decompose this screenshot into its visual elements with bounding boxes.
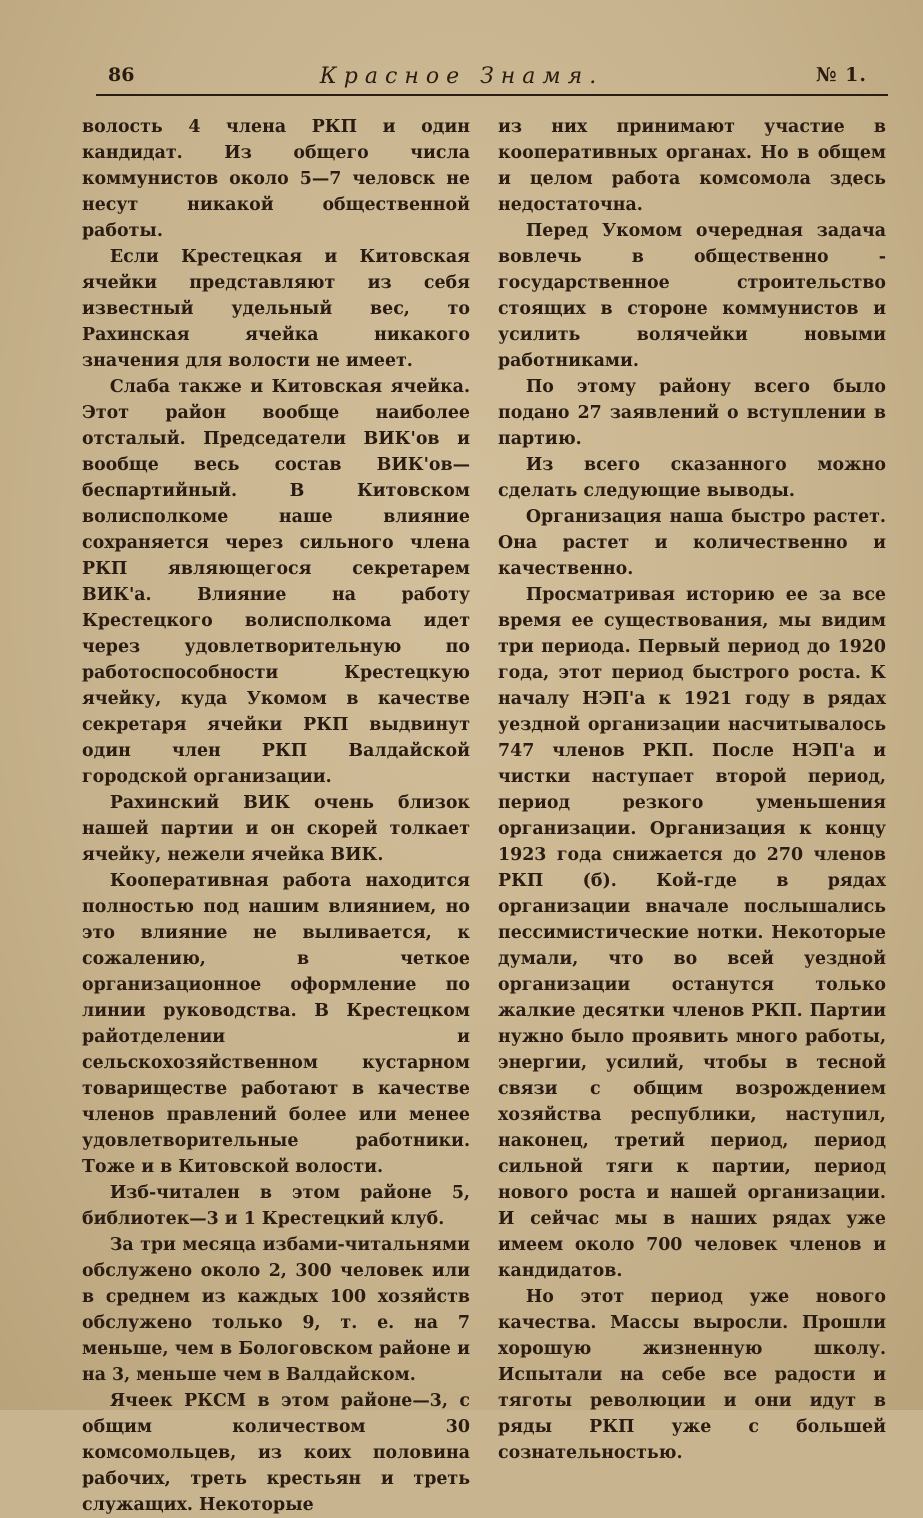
- paragraph: Кооперативная работа находится полностью под нашим влиянием, но это влияние не выливается, к сожалению, в четкое организационное оформление по линии руководства. В Крестецком райотделении и сельскохозяйственном кустарном товариществе работают в качестве членов правлений более или менее удовлетворительные работники. Тоже и в Китовской волости.: [82, 871, 470, 1177]
- paragraph: Организация наша быстро растет. Она растет и количественно и качественно.: [498, 507, 886, 579]
- newspaper-title: Красное Знамя.: [319, 64, 604, 89]
- paragraph: Просматривая историю ее за все время ее существования, мы видим три периода. Первый период до 1920 года, этот период быстрого роста. К началу НЭП'а к 1921 году в рядах уездной организации насчитывалось 747 членов РКП. После НЭП'а и чистки наступает второй период, период резкого уменьшения организации. Организация к концу 1923 года снижается до 270 членов РКП (б). Кой-где в рядах организации вначале послышались пессимистические нотки. Некоторые думали, что во всей уездной организации останутся только жалкие десятки членов РКП. Партии нужно было проявить много работы, энергии, усилий, чтобы в тесной связи с общим возрождением хозяйства республики, наступил, наконец, третий период, период сильной тяги к партии, период нового роста и нашей организации. И сейчас мы в наших рядах уже имеем около 700 человек членов и кандидатов.: [498, 585, 886, 1281]
- paragraph: Ячеек РКСМ в этом районе—3, с общим количеством 30 комсомольцев, из коих половина рабочих, треть крестьян и треть служащих. Некоторые: [82, 1391, 470, 1515]
- paragraph: Из всего сказанного можно сделать следующие выводы.: [498, 455, 886, 501]
- paragraph: Но этот период уже нового качества. Массы выросли. Прошли хорошую жизненную школу. Испытали на себе все радости и тяготы революции и они идут в ряды РКП уже с большей сознательностью.: [498, 1287, 886, 1463]
- paragraph: Изб-читален в этом районе 5, библиотек—3 и 1 Крестецкий клуб.: [82, 1183, 470, 1229]
- paragraph: Рахинский ВИК очень близок нашей партии и он скорей толкает ячейку, нежели ячейка ВИК.: [82, 793, 470, 865]
- header-rule: [96, 94, 888, 96]
- page-number: 86: [108, 64, 135, 86]
- issue-number: № 1.: [815, 64, 867, 86]
- page-header: [0, 0, 923, 100]
- paragraph: За три месяца избами-читальнями обслужено около 2, 300 человек или в среднем из каждых 100 хозяйств обслужено только 9, т. е. на 7 меньше, чем в Бологовском районе и на 3, меньше чем в Валдайском.: [82, 1235, 470, 1385]
- left-column: [82, 114, 470, 1518]
- paragraph: По этому району всего было подано 27 заявлений о вступлении в партию.: [498, 377, 886, 449]
- paragraph: волость 4 члена РКП и один кандидат. Из общего числа коммунистов около 5—7 человск не несут никакой общественной работы.: [82, 117, 470, 241]
- right-column: [498, 114, 886, 1466]
- paragraph: из них принимают участие в кооперативных органах. Но в общем и целом работа комсомола здесь недостаточна.: [498, 117, 886, 215]
- paragraph: Если Крестецкая и Китовская ячейки представляют из себя известный удельный вес, то Рахинская ячейка никакого значения для волости не имеет.: [82, 247, 470, 371]
- paragraph: Слаба также и Китовская ячейка. Этот район вообще наиболее отсталый. Председатели ВИК'ов и вообще весь состав ВИК'ов—беспартийный. В Китовском волисполкоме наше влияние сохраняется через сильного члена РКП являющегося секретарем ВИК'а. Влияние на работу Крестецкого волисполкома идет через удовлетворительную по работоспособности Крестецкую ячейку, куда Укомом в качестве секретаря ячейки РКП выдвинут один член РКП Валдайской городской организации.: [82, 377, 470, 787]
- paragraph: Перед Укомом очередная задача вовлечь в общественно - государственное строительство стоящих в стороне коммунистов и усилить волячейки новыми работниками.: [498, 221, 886, 371]
